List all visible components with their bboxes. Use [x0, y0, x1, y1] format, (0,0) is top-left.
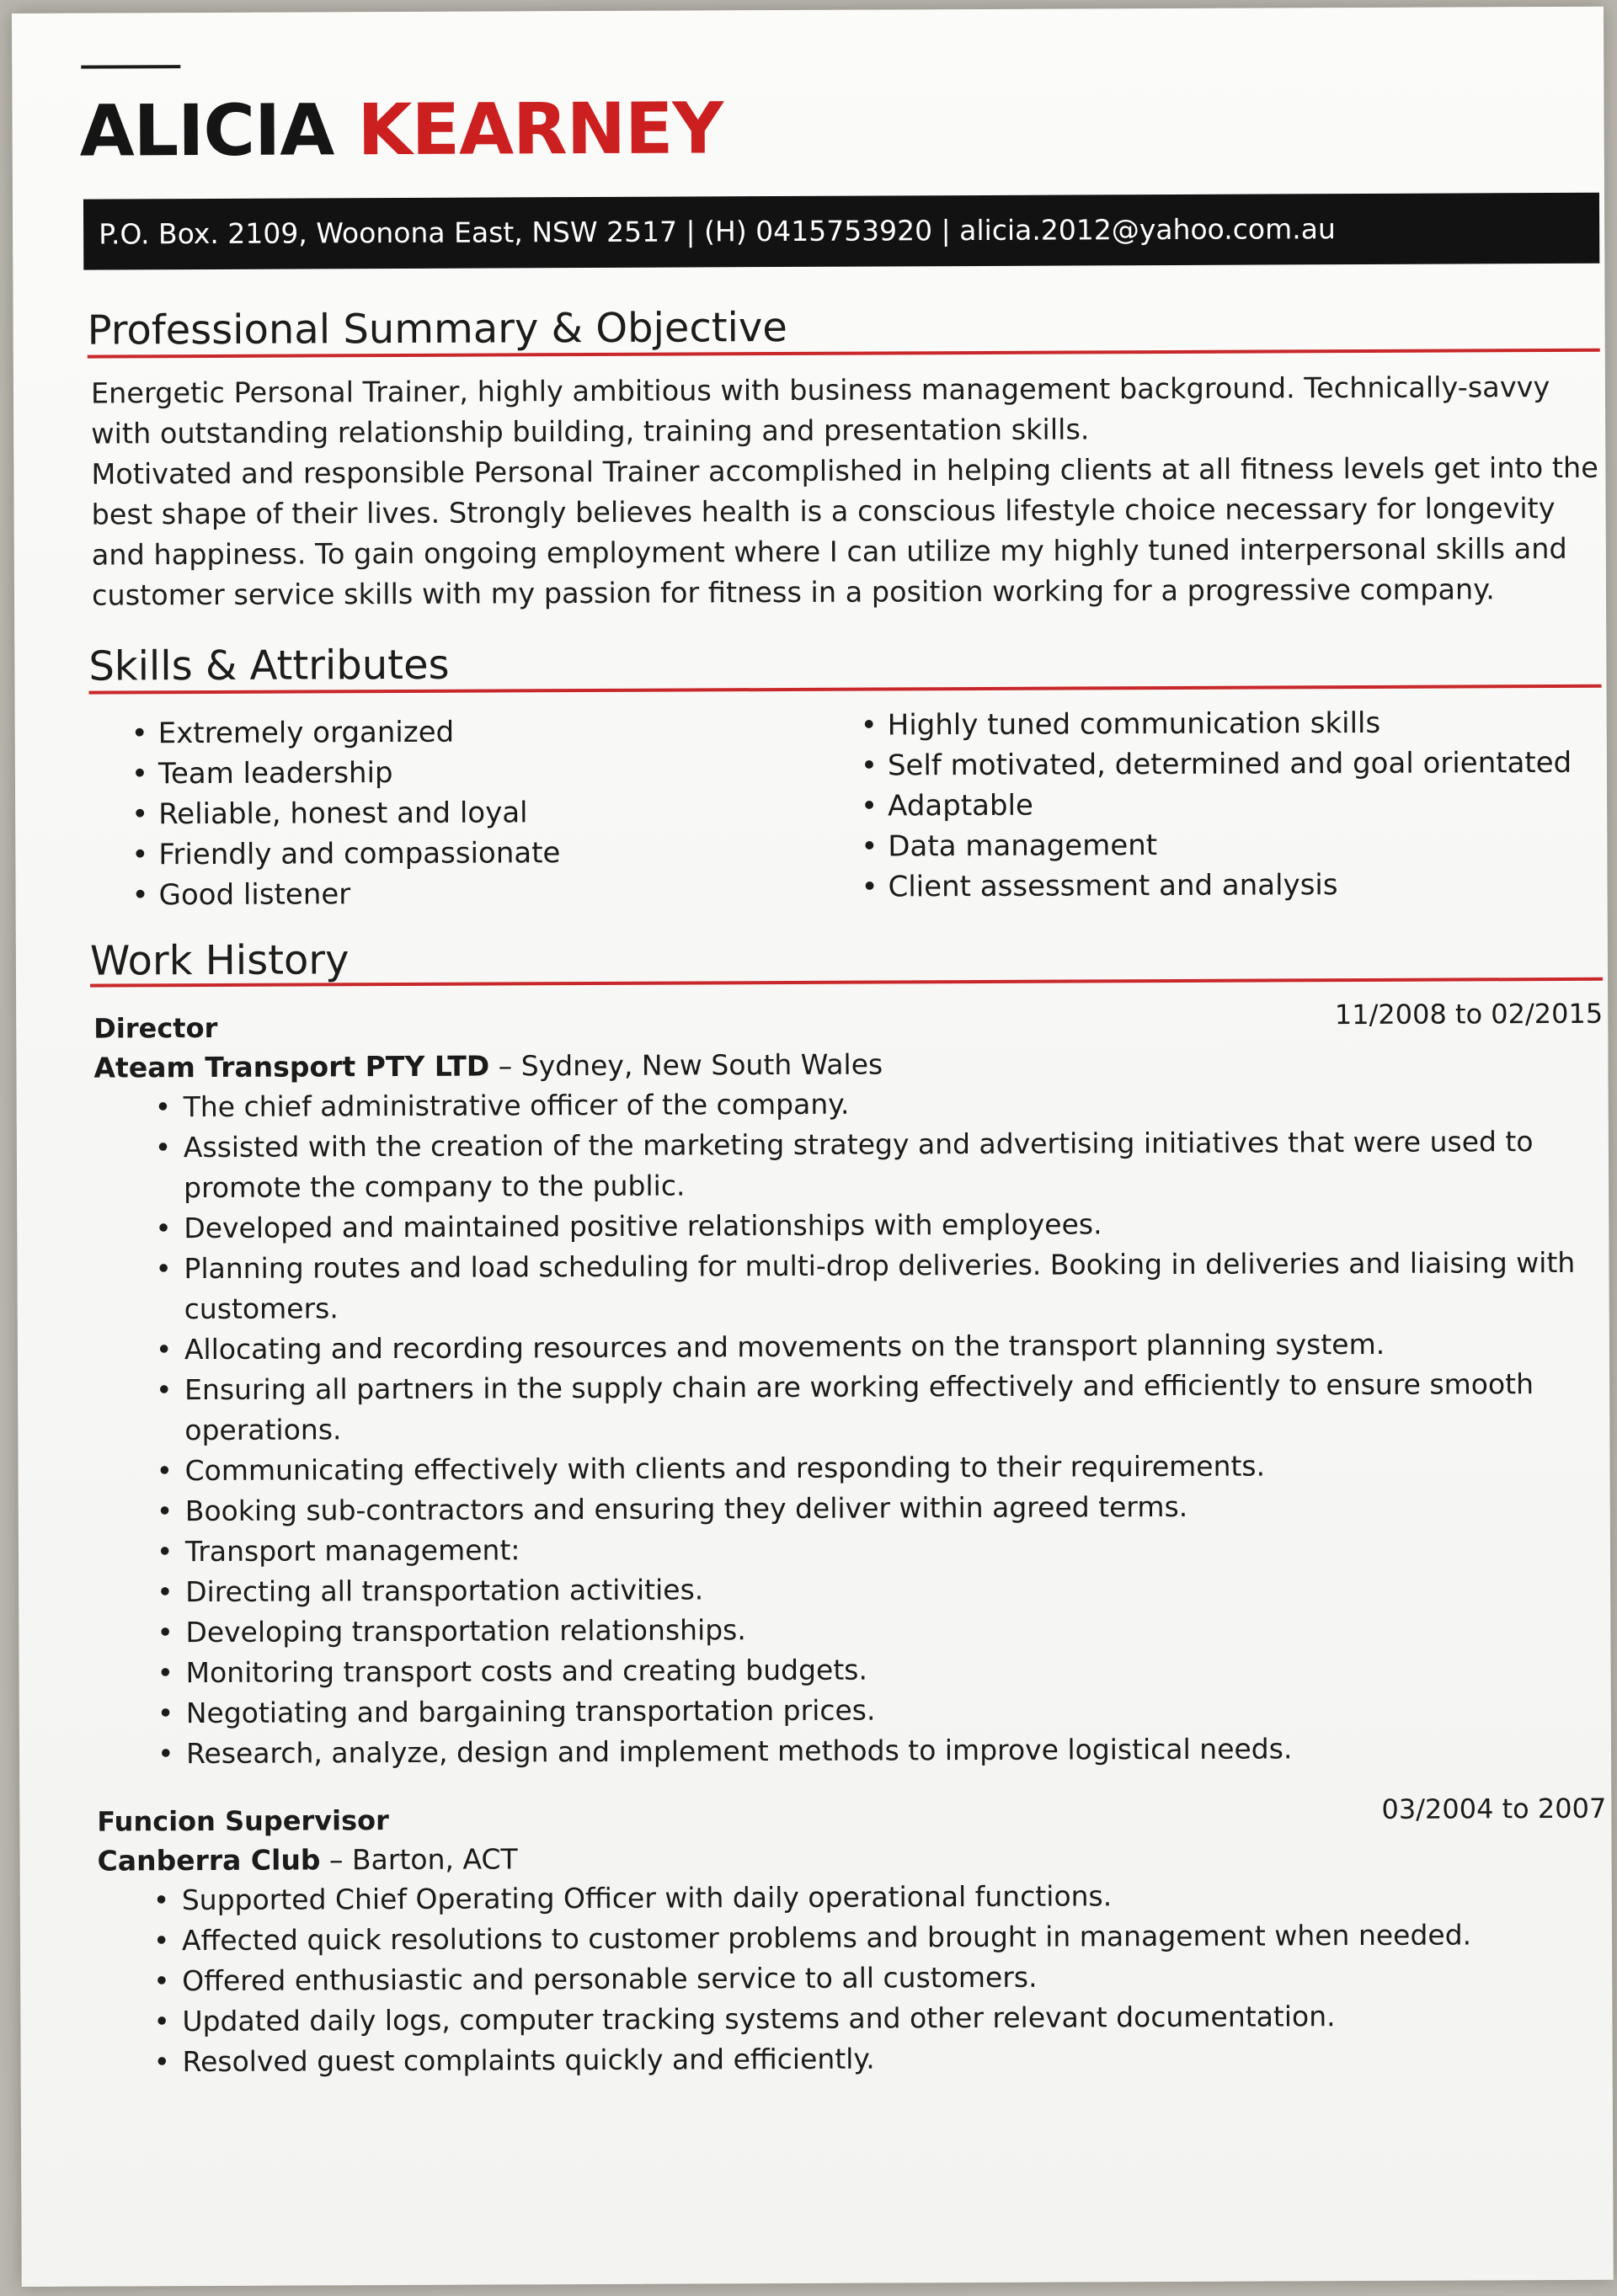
contact-bar: P.O. Box. 2109, Woonona East, NSW 2517 | (H) 0415753920 | alicia.2012@yahoo.com.au — [83, 193, 1599, 270]
job-title: Funcion Supervisor — [97, 1804, 389, 1838]
job-title: Director — [93, 1011, 218, 1045]
duty-item: • Allocating and recording resources and movements on the transport planning system. — [156, 1324, 1604, 1371]
summary-paragraph-1: Energetic Personal Trainer, highly ambitious with business management background. Technically-savvy with outstanding relationship building, training and presentation skills. — [90, 370, 1550, 450]
duty-item: • Updated daily logs, computer tracking systems and other relevant documentation. — [153, 1995, 1602, 2043]
duty-item: • Affected quick resolutions to customer problems and brought in management when needed. — [153, 1915, 1602, 1962]
company-name: Ateam Transport PTY LTD — [93, 1049, 490, 1084]
job-company-line — [93, 1047, 883, 1084]
summary-paragraph-2: Motivated and responsible Personal Trainer accomplished in helping clients at all fitness levels get into the best shape of their lives. Strongly believes health is a conscious lifestyle choice necessary for longevity and happiness. To gain ongoing employment where I can utilize my highly tuned interpersonal skills and customer service skills with my passion for fitness in a position working for a progressive company. — [91, 450, 1598, 612]
duty-item: • Planning routes and load scheduling for multi-drop deliveries. Booking in deliveries and liaising with customers. — [155, 1243, 1604, 1330]
company-location: – Sydney, New South Wales — [489, 1047, 883, 1083]
first-name: ALICIA — [79, 88, 334, 173]
skill-item: • Extremely organized — [131, 711, 560, 754]
skill-item: • Friendly and compassionate — [131, 833, 560, 875]
duty-item: • Offered enthusiastic and personable service to all customers. — [153, 1955, 1602, 2002]
duty-item: • Transport management: — [157, 1526, 1605, 1573]
company-name: Canberra Club — [97, 1843, 321, 1878]
skill-item: • Data management — [861, 823, 1572, 867]
duty-item: • Negotiating and bargaining transportation prices. — [157, 1687, 1606, 1734]
candidate-name — [79, 87, 723, 173]
duty-item: • Directing all transportation activities. — [157, 1566, 1605, 1613]
job-duties-list — [153, 1874, 1603, 2083]
duty-item: • Monitoring transport costs and creating budgets. — [157, 1647, 1605, 1694]
skill-item: • Client assessment and analysis — [861, 864, 1572, 908]
duty-item: • Communicating effectively with clients and responding to their requirements. — [156, 1445, 1604, 1492]
duty-item: • Developed and maintained positive relationships with employees. — [155, 1202, 1604, 1249]
duty-item: • The chief administrative officer of the company. — [155, 1081, 1604, 1128]
duty-item: • Developing transportation relationships. — [157, 1606, 1605, 1654]
skills-list-left — [131, 711, 561, 915]
skill-item: • Team leadership — [131, 752, 560, 794]
skills-heading: Skills & Attributes — [88, 641, 450, 690]
resume-content — [74, 7, 1607, 2079]
duty-item: • Research, analyze, design and implement methods to improve logistical needs. — [157, 1728, 1606, 1775]
skill-item: • Self motivated, determined and goal orientated — [861, 743, 1572, 786]
skill-item: • Good listener — [131, 873, 560, 915]
job-dates: 11/2008 to 02/2015 — [1334, 997, 1604, 1031]
skill-item: • Highly tuned communication skills — [861, 702, 1572, 746]
duty-item: • Supported Chief Operating Officer with daily operational functions. — [153, 1874, 1602, 1921]
resume-page — [12, 7, 1614, 2287]
last-name: KEARNEY — [357, 87, 723, 172]
work-history-heading: Work History — [89, 936, 350, 985]
duty-item: • Ensuring all partners in the supply chain are working effectively and efficiently to ensure smooth operations. — [156, 1364, 1604, 1452]
duty-item: • Resolved guest complaints quickly and efficiently. — [154, 2036, 1603, 2083]
job-duties-list — [155, 1081, 1607, 1774]
skill-item: • Reliable, honest and loyal — [131, 792, 560, 834]
job-dates: 03/2004 to 2007 — [1381, 1792, 1607, 1825]
summary-heading: Professional Summary & Objective — [87, 303, 787, 354]
skill-item: • Adaptable — [861, 783, 1572, 827]
job-company-line — [97, 1842, 518, 1878]
company-location: – Barton, ACT — [320, 1842, 518, 1877]
duty-item: • Booking sub-contractors and ensuring they deliver within agreed terms. — [157, 1485, 1605, 1532]
duty-item: • Assisted with the creation of the marketing strategy and advertising initiatives that were used to promote the company to the public. — [155, 1121, 1604, 1209]
skills-list-right — [861, 702, 1572, 908]
name-accent-bar — [81, 65, 180, 69]
